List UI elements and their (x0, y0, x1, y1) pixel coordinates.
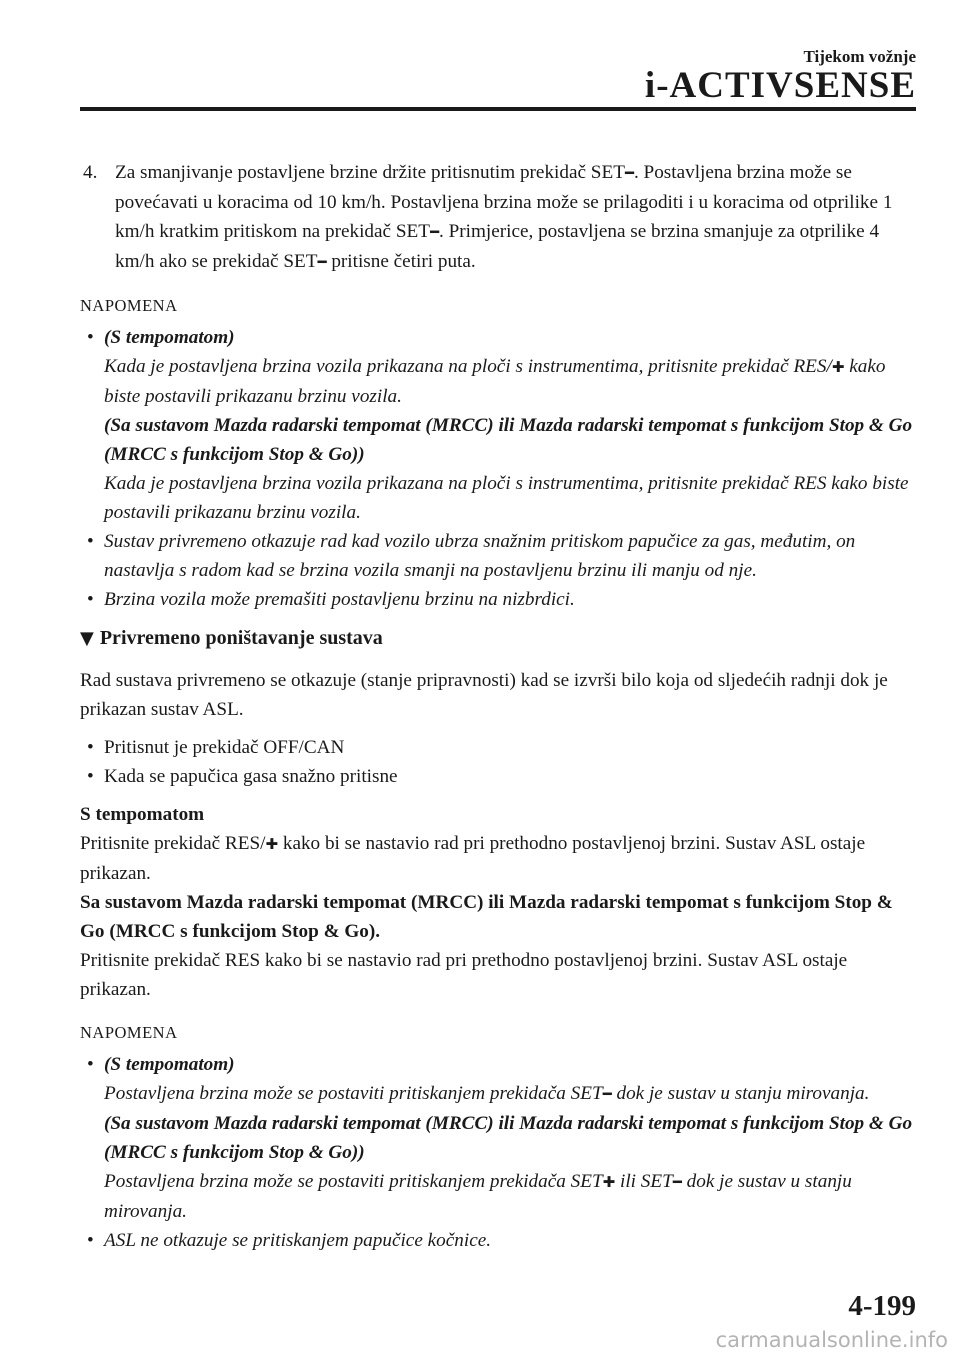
step-text-1: Za smanjivanje postavljene brzine držite pritisnutim prekidač SET (115, 162, 625, 183)
note-subheading: (Sa sustavom Mazda radarski tempomat (MRCC) ili Mazda radarski tempomat s funkcijom Stop & Go (MRCC s funkcijom Stop & Go)) (104, 1113, 913, 1163)
step-number: 4. (83, 162, 98, 183)
note-item (80, 1050, 916, 1226)
minus-icon: ━ (317, 253, 327, 271)
bullet-icon: • (87, 1230, 94, 1251)
step-text-2: . Postavljena brzina može se povećavati u koracima od 10 km/h. Postavljena brzina može se prilagoditi i u koracima od otprilike 1 km/h kratkim pritiskom na prekidač SET (115, 162, 893, 242)
triangle-down-icon: ▼ (80, 628, 94, 649)
note-paragraph: Kada je postavljena brzina vozila prikazana na ploči s instrumentima, pritisnite prekidač RES kako biste postavili prikazanu brzinu vozila. (104, 473, 909, 523)
note-list (80, 1050, 916, 1255)
bullet-icon: • (87, 1054, 94, 1075)
list-item (80, 733, 916, 762)
list-item-text: Pritisnut je prekidač OFF/CAN (104, 737, 345, 758)
bullet-icon: • (87, 327, 94, 348)
minus-icon: ━ (624, 164, 634, 182)
note-subheading: (Sa sustavom Mazda radarski tempomat (MRCC) ili Mazda radarski tempomat s funkcijom Stop & Go (MRCC s funkcijom Stop & Go)) (104, 415, 913, 465)
watermark: carmanualsonline.info (715, 1328, 948, 1352)
note-item (80, 1226, 916, 1255)
section-heading (80, 624, 916, 653)
section-subtitle: Tijekom vožnje (803, 47, 916, 66)
note-text: ASL ne otkazuje se pritiskanjem papučice kočnice. (104, 1230, 492, 1251)
plus-icon: ✚ (831, 358, 845, 376)
note-text: Sustav privremeno otkazuje rad kad vozilo ubrza snažnim pritiskom papučice za gas, međutim, on nastavlja s radom kad se brzina vozila smanji na postavljenu brzinu ili manju od nje. (104, 531, 856, 581)
note-list (80, 323, 916, 614)
plus-icon: ✚ (265, 835, 279, 853)
step-text-4: pritisne četiri puta. (326, 251, 476, 272)
subsection-heading: Sa sustavom Mazda radarski tempomat (MRCC) ili Mazda radarski tempomat s funkcijom Stop & Go (MRCC s funkcijom Stop & Go). (80, 892, 893, 942)
page-content (80, 158, 916, 1255)
note-text: Brzina vozila može premašiti postavljenu brzinu na nizbrdici. (104, 589, 575, 610)
note-item (80, 585, 916, 614)
note-subheading: (S tempomatom) (104, 1054, 235, 1075)
header-rule (80, 107, 916, 111)
list-item (80, 762, 916, 791)
note-paragraph: Kada je postavljena brzina vozila prikazana na ploči s instrumentima, pritisnite prekidač RES/✚ kako biste postavili prikazanu brzinu vozila. (104, 356, 886, 407)
step-text-3: . Primjerice, postavljena se brzina smanjuje za otprilike 4 km/h ako se prekidač SET (115, 221, 880, 272)
intro-paragraph: Rad sustava privremeno se otkazuje (stanje pripravnosti) kad se izvrši bilo koja od sljedećih radnji dok je prikazan sustav ASL. (80, 670, 888, 720)
subsection-text: Pritisnite prekidač RES/✚ kako bi se nastavio rad pri prethodno postavljenoj brzini. Sustav ASL ostaje prikazan. (80, 833, 866, 884)
page-number: 4-199 (848, 1290, 916, 1322)
list-item-text: Kada se papučica gasa snažno pritisne (104, 766, 398, 787)
note-item (80, 527, 916, 585)
plus-icon: ✚ (602, 1173, 616, 1191)
minus-icon: ━ (429, 223, 439, 241)
subsection-heading: S tempomatom (80, 804, 205, 825)
bullet-icon: • (87, 737, 94, 758)
section-heading-text: Privremeno poništavanje sustava (99, 627, 383, 649)
bullet-icon: • (87, 766, 94, 787)
note-paragraph: Postavljena brzina može se postaviti pritiskanjem prekidača SET✚ ili SET━ dok je sustav u stanju mirovanja. (104, 1171, 852, 1222)
note-title: NAPOMENA (80, 296, 178, 315)
bullet-list (80, 733, 916, 791)
section-title: i-ACTIVSENSE (644, 65, 916, 106)
minus-icon: ━ (602, 1085, 612, 1103)
step-4 (80, 158, 916, 277)
subsection-text: Pritisnite prekidač RES kako bi se nastavio rad pri prethodno postavljenoj brzini. Sustav ASL ostaje prikazan. (80, 950, 848, 1000)
subsection-cruise (80, 800, 916, 1004)
note-title: NAPOMENA (80, 1023, 178, 1042)
note-item (80, 323, 916, 527)
note-paragraph: Postavljena brzina može se postaviti pritiskanjem prekidača SET━ dok je sustav u stanju mirovanja. (104, 1083, 870, 1104)
minus-icon: ━ (672, 1173, 682, 1191)
bullet-icon: • (87, 589, 94, 610)
note-subheading: (S tempomatom) (104, 327, 235, 348)
bullet-icon: • (87, 531, 94, 552)
